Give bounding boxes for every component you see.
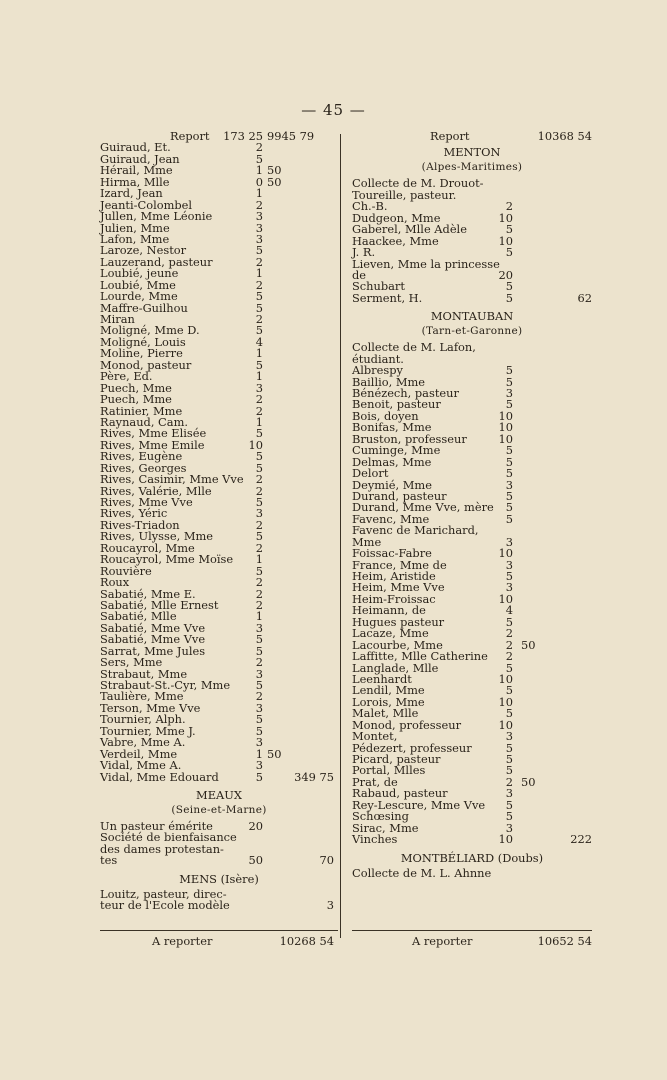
amount-francs: 20	[498, 267, 513, 282]
ledger-line	[100, 769, 338, 784]
amount-francs: 3	[255, 666, 263, 681]
donor-name: Monod, professeur	[352, 717, 462, 732]
donor-name: J. R.	[352, 245, 376, 260]
donor-name: Lorois, Mme	[352, 694, 425, 709]
amount-francs: 10	[498, 431, 513, 446]
donor-name: Moline, Pierre	[100, 346, 183, 361]
column-divider	[340, 134, 341, 938]
donor-name: Collecte de M. Drouot-	[352, 176, 484, 191]
donor-name: Miran	[100, 312, 135, 326]
amount-francs: 5	[255, 357, 263, 372]
donor-name: Lourde, Mme	[100, 289, 178, 304]
donor-name: Raynaud, Cam.	[100, 414, 188, 429]
amount-francs: 20	[248, 818, 263, 833]
donor-name: étudiant.	[352, 351, 404, 366]
amount-francs: 2	[505, 637, 513, 652]
donor-name: Hirma, Mlle	[100, 174, 170, 189]
donor-name: Loubié, Mme	[100, 277, 176, 292]
amount-francs: 5	[255, 243, 263, 258]
donor-name: Bonifas, Mme	[352, 420, 432, 435]
donor-name: Sabatié, Mme Vve	[100, 620, 206, 635]
amount-francs: 2	[255, 140, 263, 155]
donor-name: Izard, Jean	[100, 186, 163, 201]
ledger-line	[352, 187, 592, 202]
report-label: Report	[170, 129, 210, 143]
amount-francs: 4	[505, 603, 513, 618]
donor-name: Haackee, Mme	[352, 233, 439, 248]
amount-francs: 10	[498, 233, 513, 248]
donor-name: teur de l'Ecole modèle	[100, 898, 230, 913]
donor-name: Prat, de	[352, 774, 398, 789]
amount-francs: 5	[255, 723, 263, 738]
amount-francs: 2	[255, 517, 263, 532]
donor-name: Collecte de M. L. Ahnne	[352, 865, 492, 880]
donor-name: Collecte de M. Lafon,	[352, 340, 476, 355]
ledger-line	[352, 454, 592, 469]
donor-name: Jeanti-Colombel	[100, 197, 193, 212]
amount-francs: 5	[505, 763, 513, 778]
amount-francs: 3	[505, 534, 513, 549]
amount-francs: 2	[255, 597, 263, 612]
section-heading: MENS (Isère)	[179, 871, 259, 886]
carry-forward-label: A reporter	[412, 934, 473, 948]
donor-name: Puech, Mme	[100, 380, 172, 395]
donor-name: Roucayrol, Mme Moïse	[100, 552, 234, 567]
donor-name: Rives, Mme Emile	[100, 437, 205, 452]
donor-name: Gaberel, Mlle Adèle	[352, 222, 467, 237]
amount-francs: 5	[505, 279, 513, 294]
amount-francs: 2	[255, 540, 263, 555]
donor-name: Guiraud, Jean	[100, 151, 180, 166]
amount-francs: 5	[255, 426, 263, 441]
donor-name: de	[352, 267, 367, 282]
amount-francs: 4	[255, 334, 263, 349]
section-total: 62	[577, 290, 592, 305]
amount-centimes: 50	[521, 774, 536, 789]
amount-francs: 10	[498, 210, 513, 225]
section-heading: MEAUX	[196, 787, 242, 802]
ledger-line	[100, 841, 338, 856]
donor-name: Sabatié, Mlle	[100, 609, 177, 624]
amount-francs: 5	[505, 511, 513, 526]
amount-francs: 3	[505, 386, 513, 400]
amount-francs: 5	[505, 443, 513, 458]
donor-name: Puech, Mme	[100, 392, 172, 407]
donor-name: Lendil, Mme	[352, 683, 425, 698]
donor-name: Cuminge, Mme	[352, 443, 441, 458]
amount-francs: 2	[255, 689, 263, 704]
donor-name: Sers, Mme	[100, 655, 163, 670]
donor-name: des dames protestan-	[100, 841, 224, 856]
amount-francs: 2	[255, 586, 263, 601]
amount-francs: 50	[248, 853, 263, 868]
amount-francs: 5	[255, 678, 263, 692]
donor-name: Delmas, Mme	[352, 454, 432, 469]
amount-francs: 5	[505, 397, 513, 412]
ledger-line	[352, 131, 592, 142]
amount-francs: 2	[255, 197, 263, 212]
donor-name: Julien, Mme	[100, 220, 170, 235]
donor-name: Rey-Lescure, Mme Vve	[352, 797, 486, 812]
amount-francs: 5	[255, 643, 263, 658]
donor-name: Rives, Valérie, Mlle	[100, 483, 212, 498]
donor-name: Laroze, Nestor	[100, 243, 187, 258]
section-total: 349 75	[294, 769, 334, 784]
donor-name: Sabatié, Mlle Ernest	[100, 597, 219, 612]
amount-francs: 3	[505, 820, 513, 835]
section-heading: MONTAUBAN	[430, 309, 514, 324]
ledger-line	[100, 900, 338, 911]
donor-name: Leenhardt	[352, 671, 412, 686]
amount-francs: 5	[255, 495, 263, 509]
amount-francs: 5	[505, 500, 513, 515]
amount-francs: 5	[505, 363, 513, 378]
carry-forward-label: A reporter	[152, 934, 213, 948]
section-total: 10368 54	[537, 129, 592, 143]
donor-name: Heimann, de	[352, 603, 426, 618]
amount-francs: 3	[255, 700, 263, 715]
donor-name: Loubié, jeune	[100, 266, 179, 281]
amount-centimes: 50	[267, 163, 282, 178]
ledger-line	[100, 300, 338, 315]
carry-forward-amount: 10652 54	[537, 934, 592, 948]
donor-name: Ch.-B.	[352, 199, 388, 214]
amount-francs: 1	[255, 746, 263, 761]
amount-francs: 5	[255, 449, 263, 464]
amount-francs: 2	[255, 254, 263, 269]
donor-name: Schubart	[352, 279, 405, 294]
amount-francs: 5	[505, 569, 513, 583]
donor-name: Lauzerand, pasteur	[100, 254, 213, 269]
ledger-line	[352, 834, 592, 845]
amount-francs: 3	[255, 620, 263, 635]
amount-francs: 3	[505, 557, 513, 572]
amount-francs: 3	[505, 580, 513, 595]
donor-name: Lacourbe, Mme	[352, 637, 443, 652]
amount-francs: 2	[255, 655, 263, 670]
donor-name: Bois, doyen	[352, 408, 419, 423]
amount-francs: 5	[255, 300, 263, 315]
donor-name: France, Mme de	[352, 557, 447, 572]
donor-name: Heim-Froissac	[352, 591, 436, 606]
donor-name: Louitz, pasteur, direc-	[100, 886, 227, 901]
donor-name: Bénézech, pasteur	[352, 386, 459, 400]
donor-name: Foissac-Fabre	[352, 546, 432, 561]
amount-francs: 1	[255, 266, 263, 281]
amount-francs: 5	[505, 466, 513, 481]
amount-francs: 3	[255, 758, 263, 773]
donor-name: Rives, Casimir, Mme Vve	[100, 472, 244, 487]
amount-francs: 5	[505, 245, 513, 260]
donor-name: Vidal, Mme Edouard	[100, 769, 219, 784]
donor-name: Sarrat, Mme Jules	[100, 643, 206, 658]
donor-name: Rives, Ulysse, Mme	[100, 529, 214, 544]
section-heading: MONTBÉLIARD (Doubs)	[400, 850, 544, 865]
donor-name: Albrespy	[352, 363, 403, 378]
ledger-line	[100, 855, 338, 866]
donor-name: Tournier, Mme J.	[100, 723, 196, 738]
amount-francs: 1	[255, 414, 263, 429]
amount-francs: 3	[255, 506, 263, 521]
donor-name: Rives, Eugène	[100, 449, 183, 464]
amount-francs: 10	[498, 717, 513, 732]
amount-francs: 173 25	[223, 129, 263, 143]
amount-francs: 5	[505, 752, 513, 766]
donor-name: Heim, Aristide	[352, 569, 436, 583]
amount-francs: 3	[255, 231, 263, 246]
amount-francs: 5	[255, 632, 263, 647]
donor-name: Schœsing	[352, 809, 409, 824]
donor-name: Montet,	[352, 729, 398, 744]
amount-francs: 5	[505, 614, 513, 629]
section-subheading: (Seine-et-Marne)	[171, 803, 267, 816]
amount-francs: 10	[498, 694, 513, 709]
amount-francs: 3	[505, 477, 513, 492]
carry-forward-amount: 10268 54	[279, 934, 334, 948]
section-heading: MENTON	[443, 145, 501, 160]
donor-name: Rives, Georges	[100, 460, 187, 475]
donor-name: Tournier, Alph.	[100, 712, 186, 727]
amount-francs: 5	[505, 454, 513, 469]
amount-francs: 5	[255, 712, 263, 727]
donor-name: Taulière, Mme	[100, 689, 184, 704]
section-total: 3	[326, 898, 334, 913]
amount-francs: 5	[505, 740, 513, 755]
donor-name: Favenc, Mme	[352, 511, 430, 526]
donor-name: Sabatié, Mme Vve	[100, 632, 206, 647]
amount-francs: 2	[255, 392, 263, 407]
donor-name: Toureille, pasteur.	[352, 187, 457, 202]
donor-name: Deymié, Mme	[352, 477, 432, 492]
amount-francs: 5	[505, 222, 513, 237]
donor-name: Vabre, Mme A.	[100, 735, 186, 750]
amount-francs: 2	[505, 626, 513, 641]
amount-centimes: 50	[521, 637, 536, 652]
amount-francs: 1	[255, 346, 263, 361]
amount-francs: 5	[505, 374, 513, 389]
donor-name: tes	[100, 853, 118, 868]
donor-name: Maffre-Guilhou	[100, 300, 188, 315]
report-label: Report	[430, 129, 470, 143]
donor-name: Monod, pasteur	[100, 357, 192, 372]
amount-centimes: 50	[267, 174, 282, 189]
amount-francs: 2	[505, 649, 513, 664]
donor-name: Vidal, Mme A.	[100, 758, 182, 773]
amount-francs: 2	[255, 575, 263, 590]
amount-francs: 10	[498, 420, 513, 435]
amount-francs: 2	[505, 774, 513, 789]
donor-name: Bruston, professeur	[352, 431, 467, 446]
ledger-line	[352, 256, 592, 271]
amount-francs: 5	[505, 290, 513, 305]
amount-francs: 5	[255, 769, 263, 784]
donor-name: Portal, Mlles	[352, 763, 426, 778]
donor-name: Laffitte, Mlle Catherine	[352, 649, 488, 664]
donor-name: Lieven, Mme la princesse	[352, 256, 500, 271]
amount-francs: 2	[255, 403, 263, 418]
amount-francs: 5	[505, 797, 513, 812]
donor-name: Delort	[352, 466, 389, 481]
donor-name: Rabaud, pasteur	[352, 786, 448, 801]
donor-name: Ratinier, Mme	[100, 403, 183, 418]
amount-francs: 5	[505, 809, 513, 824]
donor-name: Pédezert, professeur	[352, 740, 472, 755]
page-number: — 45 —	[301, 101, 366, 119]
donor-name: Vinches	[352, 832, 398, 847]
donor-name: Verdeil, Mme	[100, 746, 178, 761]
amount-francs: 3	[255, 220, 263, 235]
amount-francs: 5	[505, 488, 513, 503]
donor-name: Serment, H.	[352, 290, 423, 305]
amount-francs: 2	[255, 277, 263, 292]
ledger-line	[352, 233, 592, 248]
right-footer	[352, 930, 592, 947]
donor-name: Picard, pasteur	[352, 752, 441, 766]
donor-name: Mme	[352, 534, 382, 549]
section-subheading: (Alpes-Maritimes)	[421, 161, 523, 174]
amount-francs: 1	[255, 609, 263, 624]
amount-francs: 3	[255, 209, 263, 224]
amount-francs: 5	[255, 563, 263, 578]
donor-name: Strabaut, Mme	[100, 666, 188, 681]
donor-name: Roucayrol, Mme	[100, 540, 195, 555]
amount-centimes: 50	[267, 746, 282, 761]
donor-name: Moligné, Louis	[100, 334, 186, 349]
donor-name: Terson, Mme Vve	[100, 700, 201, 715]
donor-name: Lafon, Mme	[100, 231, 170, 246]
donor-name: Favenc de Marichard,	[352, 523, 479, 538]
amount-francs: 1	[255, 186, 263, 201]
ledger-line	[352, 525, 592, 536]
donor-name: Malet, Mlle	[352, 706, 419, 721]
donor-name: Baillio, Mme	[352, 374, 426, 389]
amount-francs: 5	[255, 323, 263, 338]
donor-name: Rouvière	[100, 563, 152, 578]
donor-name: Sirac, Mme	[352, 820, 419, 835]
donor-name: Hérail, Mme	[100, 163, 173, 178]
amount-francs: 2	[255, 312, 263, 326]
amount-francs: 3	[505, 786, 513, 801]
amount-francs: 5	[255, 151, 263, 166]
donor-name: Rives, Mme Elisée	[100, 426, 207, 441]
amount-francs: 1	[255, 369, 263, 384]
donor-name: Langlade, Mlle	[352, 660, 439, 675]
amount-francs: 3	[505, 729, 513, 744]
donor-name: Moligné, Mme D.	[100, 323, 200, 338]
amount-francs: 2	[255, 483, 263, 498]
donor-name: Rives-Triadon	[100, 517, 180, 532]
amount-francs: 2	[505, 199, 513, 214]
amount-francs: 10	[498, 591, 513, 606]
donor-name: Roux	[100, 575, 130, 590]
left-footer	[100, 930, 338, 947]
donor-name: Strabaut-St.-Cyr, Mme	[100, 678, 231, 692]
ledger-line	[100, 563, 338, 578]
donor-name: Un pasteur émérite	[100, 818, 213, 833]
amount-francs: 10	[248, 437, 263, 452]
section-total: 222	[570, 832, 592, 847]
amount-francs: 1	[255, 552, 263, 567]
amount-francs: 5	[505, 683, 513, 698]
donor-name: Guiraud, Et.	[100, 140, 171, 155]
donor-name: Sabatié, Mme E.	[100, 586, 196, 601]
donor-name: Dudgeon, Mme	[352, 210, 441, 225]
donor-name: Père, Ed.	[100, 369, 153, 384]
section-total: 70	[319, 853, 334, 868]
ledger-line	[352, 290, 592, 305]
left-column	[100, 131, 338, 912]
amount-francs: 2	[255, 472, 263, 487]
amount-francs: 5	[255, 529, 263, 544]
donor-name: Société de bienfaisance	[100, 830, 237, 845]
amount-francs: 1	[255, 163, 263, 178]
amount-francs: 5	[505, 706, 513, 721]
right-column	[352, 131, 592, 879]
donor-name: Rives, Yéric	[100, 506, 168, 521]
donor-name: Heim, Mme Vve	[352, 580, 445, 595]
amount-francs: 0	[255, 174, 263, 189]
ledger-line	[352, 865, 592, 880]
donor-name: Benoit, pasteur	[352, 397, 441, 412]
amount-francs: 5	[505, 660, 513, 675]
amount-francs: 10	[498, 408, 513, 423]
donor-name: Lacaze, Mme	[352, 626, 429, 641]
donor-name: Rives, Mme Vve	[100, 495, 193, 509]
donor-name: Durand, Mme Vve, mère	[352, 500, 494, 515]
amount-francs: 10	[498, 832, 513, 847]
amount-francs: 3	[255, 735, 263, 750]
donor-name: Durand, pasteur	[352, 488, 447, 503]
amount-francs: 3	[255, 380, 263, 395]
amount-francs: 10	[498, 546, 513, 561]
amount-francs: 5	[255, 460, 263, 475]
amount-francs: 5	[255, 289, 263, 304]
donor-name: Jullen, Mme Léonie	[100, 209, 213, 224]
amount-francs: 10	[498, 671, 513, 686]
section-subheading: (Tarn-et-Garonne)	[421, 325, 523, 338]
donor-name: Hugues pasteur	[352, 614, 445, 629]
amount-centimes: 9945 79	[267, 129, 315, 143]
